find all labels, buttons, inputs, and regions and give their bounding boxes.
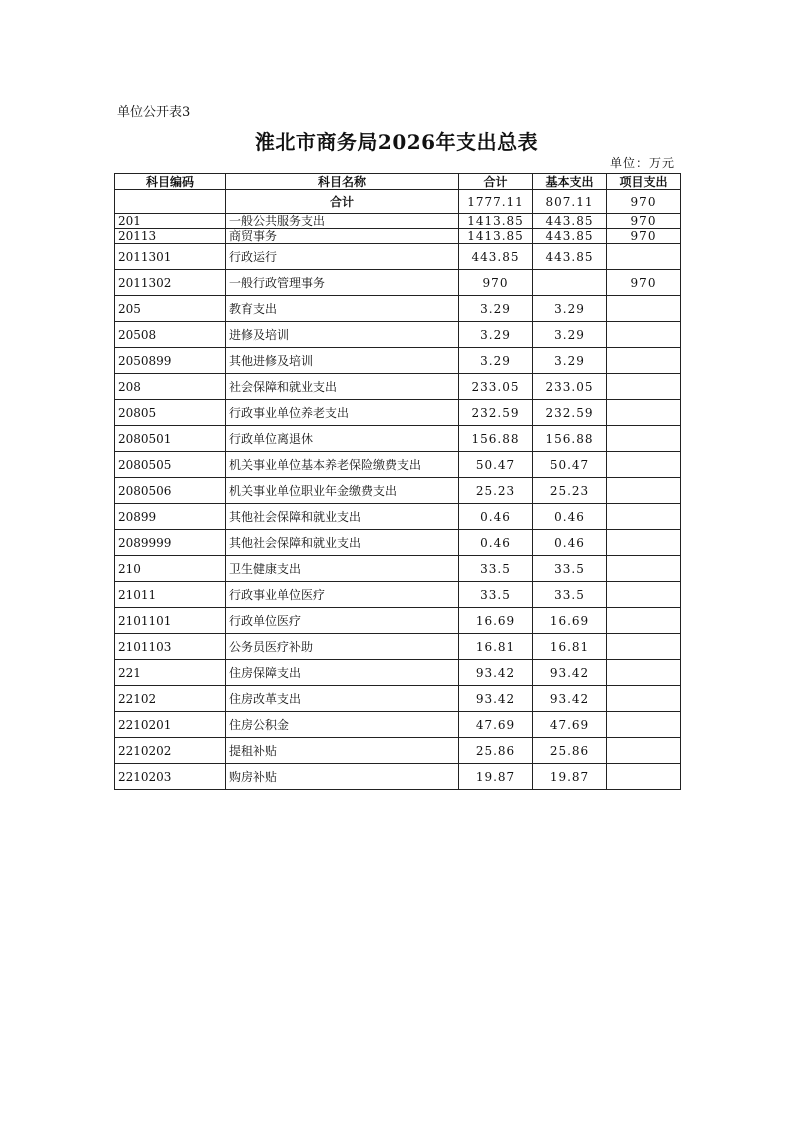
table-row: [115, 660, 681, 686]
table-row: [115, 504, 681, 530]
row-name: 行政事业单位医疗: [226, 582, 459, 608]
table-row: [115, 686, 681, 712]
table-row: [115, 400, 681, 426]
row-total: 0.46: [459, 504, 533, 530]
row-name: 提租补贴: [226, 738, 459, 764]
row-project: [607, 582, 681, 608]
page-title: 淮北市商务局2026年支出总表: [254, 130, 539, 154]
row-basic: 19.87: [533, 764, 607, 790]
row-basic: 156.88: [533, 426, 607, 452]
row-total: 25.86: [459, 738, 533, 764]
header-project: 项目支出: [607, 174, 681, 190]
table-row: [115, 214, 681, 229]
row-basic: 25.23: [533, 478, 607, 504]
row-name: 住房公积金: [226, 712, 459, 738]
row-total: 19.87: [459, 764, 533, 790]
row-basic: 443.85: [533, 214, 607, 229]
expenditure-table: [114, 173, 681, 790]
table-row: [115, 530, 681, 556]
table-header-row: [115, 174, 681, 190]
row-name: 机关事业单位基本养老保险缴费支出: [226, 452, 459, 478]
row-total: 3.29: [459, 296, 533, 322]
row-project: [607, 504, 681, 530]
row-total: 16.69: [459, 608, 533, 634]
row-project: [607, 608, 681, 634]
row-code: 2080501: [115, 426, 226, 452]
table-row: [115, 244, 681, 270]
row-project: [607, 686, 681, 712]
row-code: 2050899: [115, 348, 226, 374]
row-basic: 50.47: [533, 452, 607, 478]
row-code: 20508: [115, 322, 226, 348]
row-project: [607, 400, 681, 426]
table-row: [115, 634, 681, 660]
row-total: 93.42: [459, 660, 533, 686]
total-amount: 1777.11: [459, 190, 533, 214]
row-code: 2011302: [115, 270, 226, 296]
row-basic: [533, 270, 607, 296]
row-project: [607, 348, 681, 374]
row-total: 156.88: [459, 426, 533, 452]
row-name: 住房保障支出: [226, 660, 459, 686]
row-project: [607, 374, 681, 400]
row-total: 33.5: [459, 556, 533, 582]
row-total: 50.47: [459, 452, 533, 478]
header-code: 科目编码: [115, 174, 226, 190]
row-code: 21011: [115, 582, 226, 608]
table-row: [115, 374, 681, 400]
table-row: [115, 764, 681, 790]
row-code: 20113: [115, 229, 226, 244]
row-total: 970: [459, 270, 533, 296]
row-name: 公务员医疗补助: [226, 634, 459, 660]
total-label: 合计: [226, 190, 459, 214]
row-code: 20899: [115, 504, 226, 530]
table-row: [115, 452, 681, 478]
row-project: [607, 452, 681, 478]
table-row: [115, 348, 681, 374]
table-row: [115, 229, 681, 244]
row-name: 其他进修及培训: [226, 348, 459, 374]
total-code: [115, 190, 226, 214]
row-code: 205: [115, 296, 226, 322]
row-name: 商贸事务: [226, 229, 459, 244]
row-name: 机关事业单位职业年金缴费支出: [226, 478, 459, 504]
row-project: [607, 738, 681, 764]
row-basic: 93.42: [533, 686, 607, 712]
row-basic: 3.29: [533, 348, 607, 374]
total-project: 970: [607, 190, 681, 214]
row-name: 行政事业单位养老支出: [226, 400, 459, 426]
row-name: 住房改革支出: [226, 686, 459, 712]
row-name: 其他社会保障和就业支出: [226, 504, 459, 530]
row-project: [607, 712, 681, 738]
table-row: [115, 322, 681, 348]
row-project: [607, 322, 681, 348]
row-project: 970: [607, 214, 681, 229]
row-code: 210: [115, 556, 226, 582]
row-code: 2011301: [115, 244, 226, 270]
row-total: 25.23: [459, 478, 533, 504]
total-row: [115, 190, 681, 214]
table-row: [115, 738, 681, 764]
row-project: [607, 660, 681, 686]
table-row: [115, 608, 681, 634]
table-row: [115, 270, 681, 296]
row-project: [607, 556, 681, 582]
row-name: 卫生健康支出: [226, 556, 459, 582]
row-project: [607, 530, 681, 556]
row-project: [607, 244, 681, 270]
row-total: 33.5: [459, 582, 533, 608]
table-row: [115, 556, 681, 582]
row-project: [607, 426, 681, 452]
row-project: [607, 634, 681, 660]
document-tag: 单位公开表3: [117, 105, 191, 120]
row-code: 2210203: [115, 764, 226, 790]
total-basic: 807.11: [533, 190, 607, 214]
row-code: 2080505: [115, 452, 226, 478]
row-name: 行政单位离退休: [226, 426, 459, 452]
row-total: 233.05: [459, 374, 533, 400]
row-basic: 33.5: [533, 582, 607, 608]
row-code: 2210202: [115, 738, 226, 764]
row-code: 2101103: [115, 634, 226, 660]
row-project: [607, 296, 681, 322]
row-total: 3.29: [459, 348, 533, 374]
row-basic: 233.05: [533, 374, 607, 400]
header-name: 科目名称: [226, 174, 459, 190]
row-project: [607, 764, 681, 790]
header-basic: 基本支出: [533, 174, 607, 190]
row-total: 16.81: [459, 634, 533, 660]
row-basic: 3.29: [533, 322, 607, 348]
row-code: 208: [115, 374, 226, 400]
table-row: [115, 296, 681, 322]
row-name: 一般行政管理事务: [226, 270, 459, 296]
row-basic: 443.85: [533, 244, 607, 270]
unit-label: 单位：万元: [609, 156, 675, 170]
row-name: 一般公共服务支出: [226, 214, 459, 229]
row-basic: 16.69: [533, 608, 607, 634]
row-basic: 0.46: [533, 530, 607, 556]
row-code: 2089999: [115, 530, 226, 556]
row-name: 其他社会保障和就业支出: [226, 530, 459, 556]
row-name: 行政单位医疗: [226, 608, 459, 634]
row-total: 3.29: [459, 322, 533, 348]
row-name: 进修及培训: [226, 322, 459, 348]
row-basic: 47.69: [533, 712, 607, 738]
row-basic: 0.46: [533, 504, 607, 530]
row-code: 20805: [115, 400, 226, 426]
row-total: 47.69: [459, 712, 533, 738]
row-name: 行政运行: [226, 244, 459, 270]
row-total: 443.85: [459, 244, 533, 270]
row-code: 2080506: [115, 478, 226, 504]
row-basic: 93.42: [533, 660, 607, 686]
row-total: 93.42: [459, 686, 533, 712]
row-basic: 3.29: [533, 296, 607, 322]
row-total: 1413.85: [459, 229, 533, 244]
row-project: 970: [607, 229, 681, 244]
table-row: [115, 478, 681, 504]
row-total: 232.59: [459, 400, 533, 426]
row-total: 1413.85: [459, 214, 533, 229]
row-basic: 232.59: [533, 400, 607, 426]
header-total: 合计: [459, 174, 533, 190]
row-code: 221: [115, 660, 226, 686]
row-code: 22102: [115, 686, 226, 712]
table-row: [115, 712, 681, 738]
table-row: [115, 582, 681, 608]
row-project: [607, 478, 681, 504]
row-basic: 443.85: [533, 229, 607, 244]
row-code: 2210201: [115, 712, 226, 738]
row-name: 购房补贴: [226, 764, 459, 790]
row-code: 201: [115, 214, 226, 229]
row-project: 970: [607, 270, 681, 296]
row-name: 教育支出: [226, 296, 459, 322]
row-basic: 25.86: [533, 738, 607, 764]
row-basic: 33.5: [533, 556, 607, 582]
row-code: 2101101: [115, 608, 226, 634]
row-basic: 16.81: [533, 634, 607, 660]
row-name: 社会保障和就业支出: [226, 374, 459, 400]
row-total: 0.46: [459, 530, 533, 556]
table-row: [115, 426, 681, 452]
